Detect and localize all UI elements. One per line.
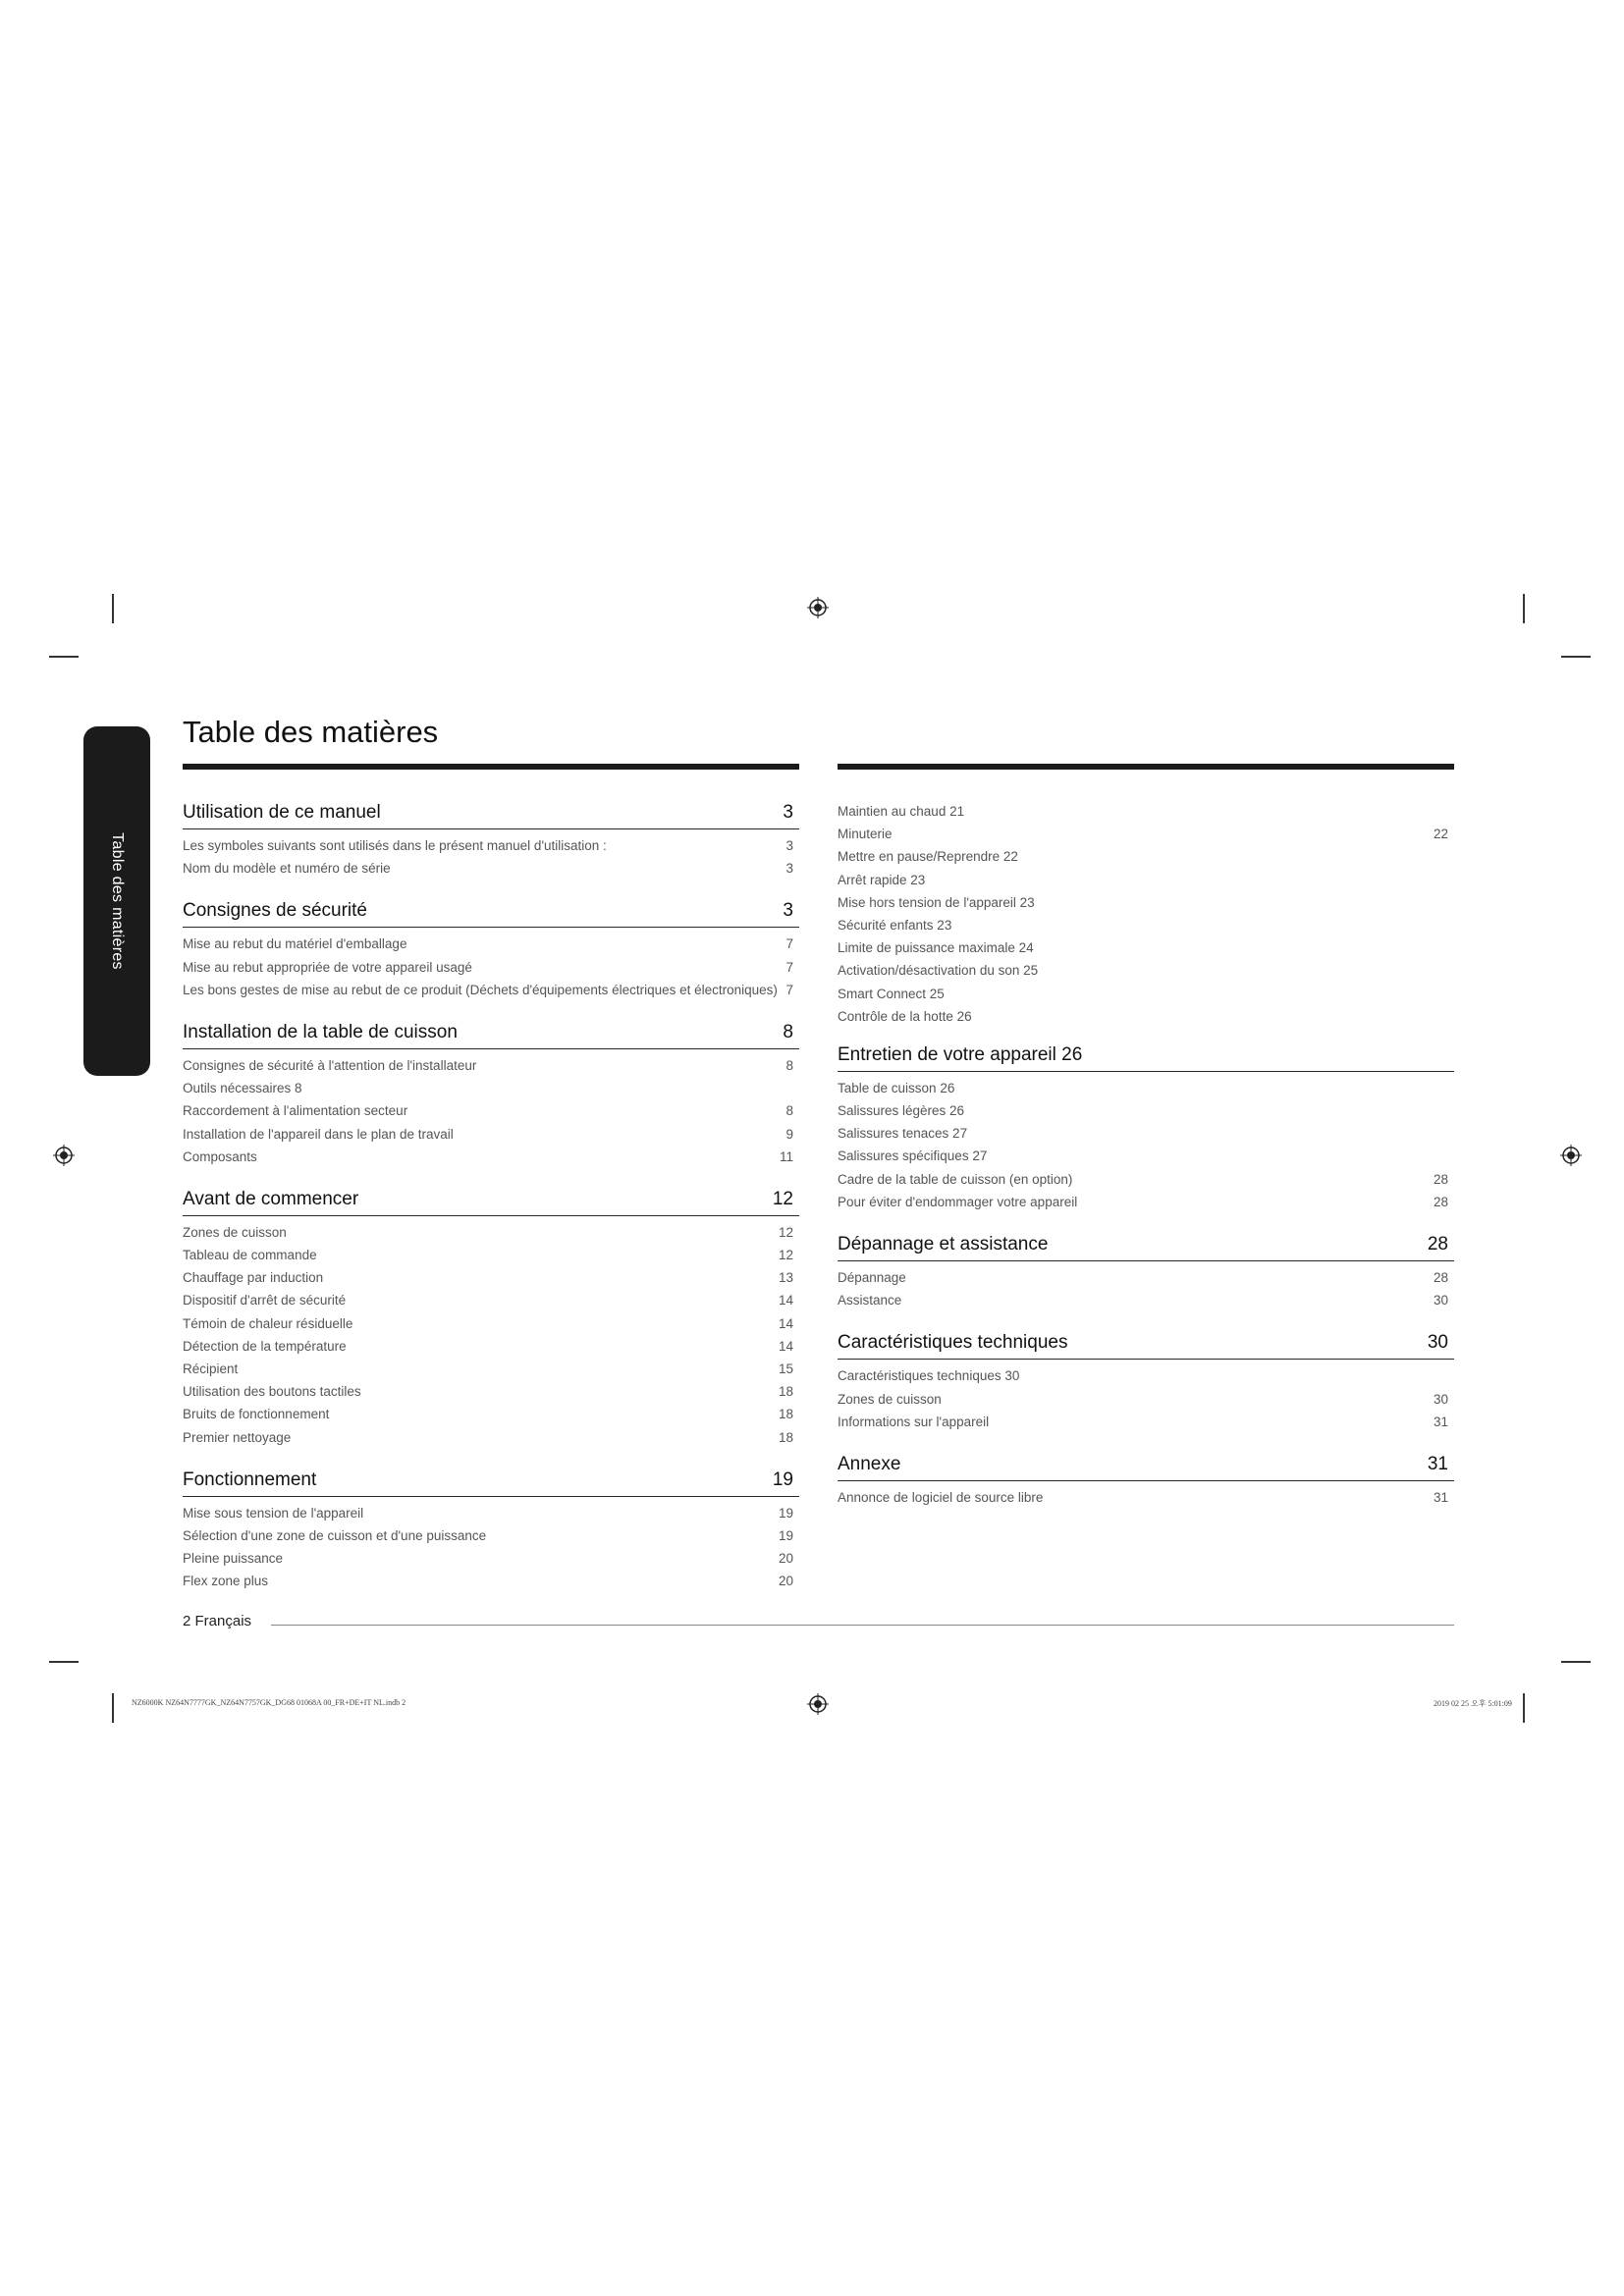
toc-section [838,1036,1454,1213]
toc-entry[interactable] [183,1123,799,1146]
crop-mark-right-upper [1561,656,1591,658]
registration-mark-right-icon [1560,1145,1582,1166]
toc-entry-page [1448,1005,1454,1028]
toc-entry-page [1448,800,1454,823]
toc-entry-title: Sélection d'une zone de cuisson et d'une puissance [183,1527,487,1543]
toc-heading-page: 31 [1427,1453,1448,1474]
toc-section [838,1323,1454,1433]
toc-entry-title: Informations sur l'appareil [838,1414,990,1429]
toc-entry[interactable] [183,1358,799,1380]
toc-heading-page: 28 [1427,1234,1448,1255]
toc-entry-title: Salissures légères 26 [838,1103,965,1119]
toc-entry-page [1448,1099,1454,1122]
toc-entry-page [1448,845,1454,868]
toc-entry[interactable] [838,1077,1454,1099]
toc-entry[interactable] [183,1524,799,1547]
toc-entry[interactable] [183,1312,799,1335]
toc-entry[interactable] [183,1221,799,1244]
page-number-label: 2 Français [183,1613,252,1629]
toc-entry-title: Annonce de logiciel de source libre [838,1489,1044,1505]
toc-entry-title: Nom du modèle et numéro de série [183,861,391,877]
toc-entry-page: 7 [785,936,793,952]
toc-entry-title: Contrôle de la hotte 26 [838,1008,972,1024]
toc-section-heading[interactable] [183,891,799,928]
toc-entry-page: 30 [1433,1391,1448,1407]
toc-heading-page: 19 [772,1468,793,1490]
toc-entry[interactable] [838,869,1454,891]
toc-entry-title: Pleine puissance [183,1551,284,1567]
title-rule-right [838,764,1454,770]
toc-entry[interactable] [183,1502,799,1524]
toc-section [183,1180,799,1449]
toc-section-heading[interactable] [838,1323,1454,1360]
toc-entry-page: 7 [785,982,793,997]
toc-entry-page: 19 [778,1527,793,1543]
toc-entry-title: Installation de l'appareil dans le plan de travail [183,1126,454,1142]
toc-entry-title: Mise au rebut du matériel d'emballage [183,936,407,952]
toc-entry-title: Salissures tenaces 27 [838,1126,968,1142]
toc-entry-page: 31 [1433,1414,1448,1429]
toc-section-heading[interactable] [838,1225,1454,1261]
toc-entry-page: 8 [785,1103,793,1119]
toc-entry-page: 13 [778,1270,793,1286]
toc-entry-page [1448,869,1454,891]
toc-entry[interactable] [838,936,1454,959]
toc-entry-title: Caractéristiques techniques 30 [838,1368,1020,1384]
toc-entry-page: 14 [778,1315,793,1331]
toc-entry-title: Les bons gestes de mise au rebut de ce produit (Déchets d'équipements électriques et électroniques) [183,982,778,997]
toc-entry-page [793,1077,799,1099]
crop-mark-bottom-right [1523,1693,1525,1723]
toc-column-left [183,793,799,1605]
toc-entry-page: 7 [785,959,793,975]
toc-entry-page: 22 [1433,827,1448,842]
toc-entry-title: Premier nettoyage [183,1429,292,1445]
toc-entry-page [1448,936,1454,959]
toc-entry-page: 31 [1433,1489,1448,1505]
toc-entry-title: Composants [183,1148,257,1164]
toc-entry-title: Dépannage [838,1270,906,1285]
toc-entry-page [1448,891,1454,914]
crop-mark-bottom-left [112,1693,114,1723]
side-tab [83,726,150,1076]
toc-entry[interactable] [183,1266,799,1289]
toc-entry-title: Témoin de chaleur résiduelle [183,1315,353,1331]
page-title: Table des matières [183,715,439,749]
toc-entry[interactable] [183,857,799,880]
toc-entry-page [1448,1364,1454,1387]
toc-entry-page: 3 [785,838,793,853]
toc-section [183,1461,799,1593]
toc-entry-title: Bruits de fonctionnement [183,1407,330,1422]
toc-entry-page [1448,983,1454,1005]
registration-mark-left-icon [53,1145,75,1166]
toc-section-heading[interactable] [183,793,799,829]
toc-entry-title: Zones de cuisson [838,1391,942,1407]
toc-heading-title: Annexe [838,1453,901,1474]
toc-section-heading[interactable] [183,1461,799,1497]
footer-rule [271,1625,1454,1626]
toc-entry-page: 28 [1433,1171,1448,1187]
toc-entry-page: 28 [1433,1270,1448,1285]
toc-heading-title: Dépannage et assistance [838,1234,1049,1255]
toc-entry[interactable] [183,1099,799,1122]
toc-entry-title: Mise au rebut appropriée de votre appareil usagé [183,959,472,975]
toc-entry[interactable] [838,1099,1454,1122]
toc-entry-page [1448,959,1454,982]
toc-entry-title: Les symboles suivants sont utilisés dans le présent manuel d'utilisation : [183,838,607,853]
toc-entry-title: Chauffage par induction [183,1270,324,1286]
toc-entry-title: Smart Connect 25 [838,986,945,1001]
toc-heading-title: Fonctionnement [183,1468,317,1490]
toc-entry-page: 18 [778,1384,793,1400]
toc-entry[interactable] [838,1388,1454,1411]
toc-entry[interactable] [183,1077,799,1099]
toc-heading-page: 12 [772,1188,793,1209]
toc-heading-title: Installation de la table de cuisson [183,1021,458,1042]
print-timestamp: 2019 02 25 오후 5:01:09 [1434,1699,1512,1708]
toc-entry[interactable] [183,1380,799,1403]
toc-entry[interactable] [183,834,799,857]
toc-entry[interactable] [183,1547,799,1570]
toc-entry-title: Limite de puissance maximale 24 [838,940,1034,956]
crop-mark-top-left [112,594,114,623]
toc-section [183,891,799,1001]
toc-entry-page [1448,914,1454,936]
toc-heading-page: 3 [783,900,793,922]
toc-entry-title: Minuterie [838,827,893,842]
toc-entry-page: 18 [778,1429,793,1445]
toc-entry-title: Dispositif d'arrêt de sécurité [183,1293,347,1308]
toc-entry[interactable] [838,800,1454,823]
toc-entry-title: Détection de la température [183,1338,347,1354]
toc-entry-page: 14 [778,1338,793,1354]
toc-entry[interactable] [838,1168,1454,1191]
toc-entry[interactable] [838,1191,1454,1213]
toc-entry[interactable] [838,1005,1454,1028]
toc-entry[interactable] [183,1146,799,1168]
toc-entry-title: Mettre en pause/Reprendre 22 [838,849,1018,865]
toc-section-heading[interactable] [838,1036,1454,1072]
toc-section-heading[interactable] [838,1445,1454,1481]
registration-mark-bottom-icon [807,1693,829,1715]
toc-entry-title: Zones de cuisson [183,1224,287,1240]
toc-entry-page: 12 [778,1248,793,1263]
toc-entry[interactable] [183,1570,799,1592]
toc-entry[interactable] [838,1122,1454,1145]
toc-section [838,1445,1454,1509]
toc-column-right [838,800,1454,1521]
toc-entry-title: Récipient [183,1362,239,1376]
toc-entry-page: 20 [778,1574,793,1589]
toc-heading-title: Utilisation de ce manuel [183,802,381,823]
toc-entry[interactable] [838,1486,1454,1509]
toc-entry-page: 30 [1433,1293,1448,1308]
side-tab-label: Table des matières [109,832,126,970]
toc-entry-page: 8 [785,1057,793,1073]
toc-entry-page [1448,1145,1454,1167]
toc-entry-title: Maintien au chaud 21 [838,804,965,819]
title-rule-left [183,764,799,770]
crop-mark-top-right [1523,594,1525,623]
toc-entry-page: 9 [785,1126,793,1142]
toc-entry[interactable] [183,1335,799,1358]
toc-entry-title: Activation/désactivation du son 25 [838,963,1039,979]
toc-entry[interactable] [838,1145,1454,1167]
toc-entry-page: 12 [778,1224,793,1240]
toc-entry[interactable] [183,1289,799,1311]
toc-entry[interactable] [183,933,799,955]
toc-entry-title: Consignes de sécurité à l'attention de l'installateur [183,1057,477,1073]
toc-entry-title: Assistance [838,1293,902,1308]
toc-entry-title: Flex zone plus [183,1574,269,1589]
toc-entry[interactable] [838,959,1454,982]
toc-heading-page: 8 [783,1021,793,1042]
toc-entry-title: Sécurité enfants 23 [838,917,952,933]
toc-entry-page: 28 [1433,1194,1448,1209]
toc-entry-page: 15 [778,1362,793,1376]
toc-entry[interactable] [838,914,1454,936]
toc-entry[interactable] [183,979,799,1001]
toc-entry-title: Mise sous tension de l'appareil [183,1505,364,1521]
toc-entry-page [1448,1077,1454,1099]
toc-entry-title: Table de cuisson 26 [838,1080,955,1095]
toc-heading-page: 3 [783,802,793,823]
toc-section [838,1225,1454,1311]
toc-section-heading[interactable] [183,1180,799,1216]
toc-entry[interactable] [183,1244,799,1266]
toc-entry[interactable] [838,1266,1454,1289]
registration-mark-top-icon [807,597,829,618]
toc-heading-title: Entretien de votre appareil 26 [838,1043,1083,1065]
crop-mark-right-lower [1561,1661,1591,1663]
toc-section [183,793,799,880]
toc-section [183,1013,799,1168]
toc-entry[interactable] [838,845,1454,868]
toc-heading-title: Consignes de sécurité [183,900,367,922]
toc-entry[interactable] [183,1403,799,1425]
toc-entry[interactable] [838,823,1454,845]
toc-heading-title: Caractéristiques techniques [838,1332,1068,1354]
toc-entry-page: 14 [778,1293,793,1308]
crop-mark-left-lower [49,1661,79,1663]
toc-entry-title: Tableau de commande [183,1248,317,1263]
toc-section-heading[interactable] [183,1013,799,1049]
toc-heading-title: Avant de commencer [183,1188,359,1209]
toc-entry-page: 3 [785,861,793,877]
toc-entry-title: Raccordement à l'alimentation secteur [183,1103,408,1119]
toc-entry-title: Salissures spécifiques 27 [838,1148,988,1164]
crop-mark-left-upper [49,656,79,658]
toc-entry[interactable] [838,1411,1454,1433]
toc-entry[interactable] [183,1426,799,1449]
toc-entry-page: 18 [778,1407,793,1422]
toc-entry-title: Utilisation des boutons tactiles [183,1384,361,1400]
toc-entry[interactable] [838,1289,1454,1311]
toc-entry-title: Arrêt rapide 23 [838,872,926,887]
toc-entry-page: 20 [778,1551,793,1567]
toc-entry-title: Outils nécessaires 8 [183,1081,302,1096]
toc-entry[interactable] [838,1364,1454,1387]
toc-entry-page [1448,1122,1454,1145]
toc-entry-page: 11 [779,1148,793,1164]
toc-entry[interactable] [183,1054,799,1077]
toc-entry[interactable] [183,956,799,979]
toc-entry-page: 19 [778,1505,793,1521]
toc-entry-title: Pour éviter d'endommager votre appareil [838,1194,1078,1209]
toc-entry[interactable] [838,891,1454,914]
toc-heading-page: 30 [1427,1332,1448,1354]
toc-entry[interactable] [838,983,1454,1005]
toc-continued-entries [838,800,1454,1028]
toc-entry-title: Cadre de la table de cuisson (en option) [838,1171,1073,1187]
print-file-info: NZ6000K NZ64N7777GK_NZ64N7757GK_DG68 01068A 00_FR+DE+IT NL.indb 2 [132,1698,406,1707]
toc-entry-title: Mise hors tension de l'appareil 23 [838,894,1035,910]
